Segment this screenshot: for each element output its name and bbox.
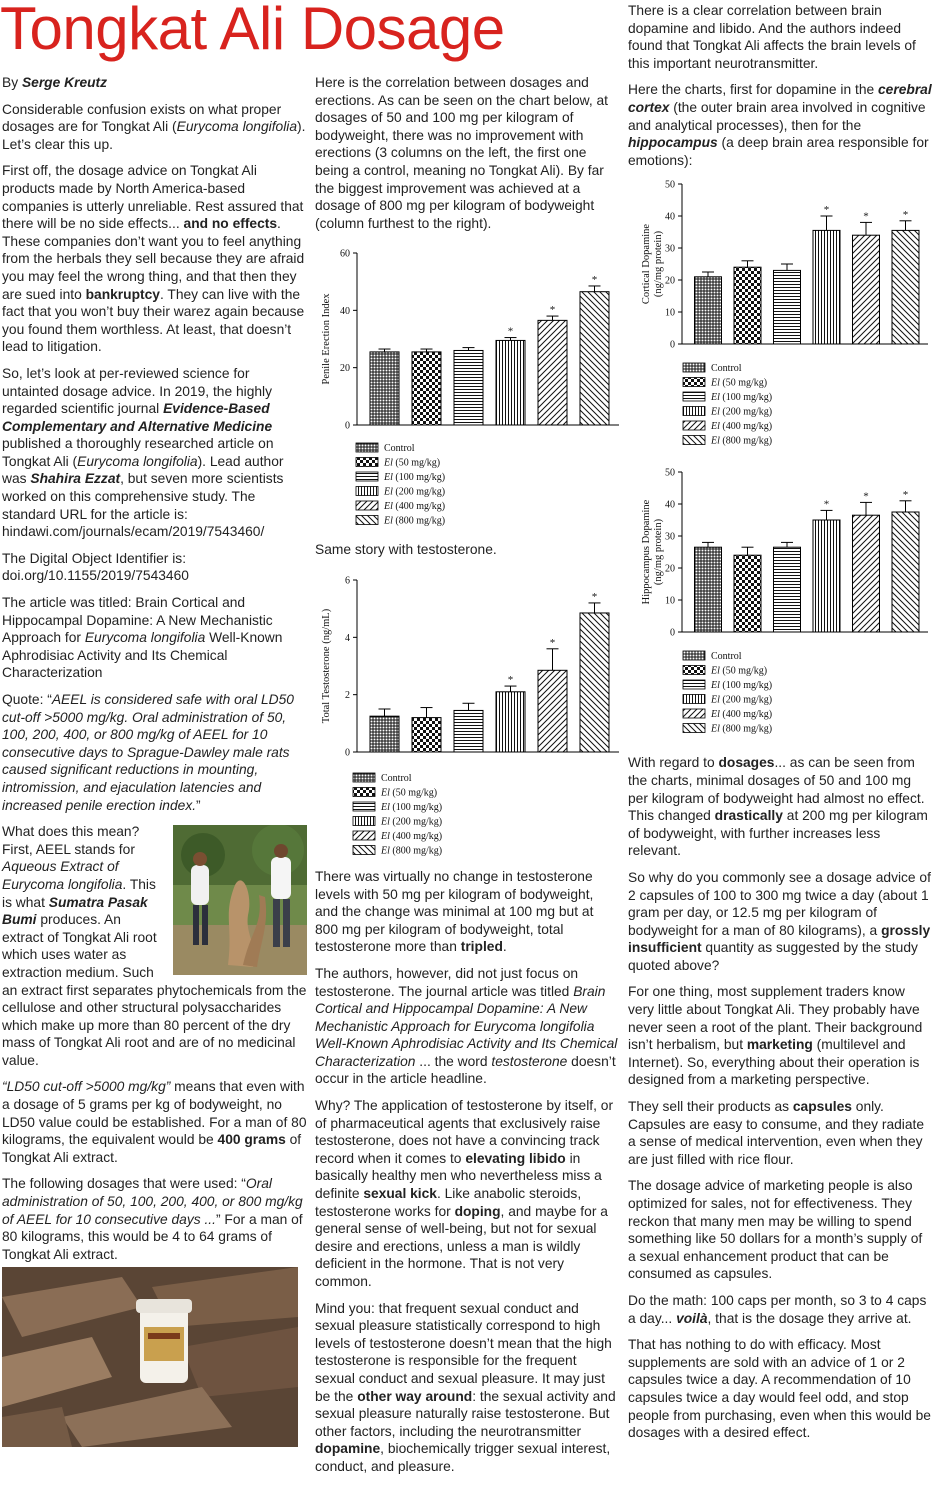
legend-swatch [683, 695, 705, 704]
page-title: Tongkat Ali Dosage [0, 0, 505, 62]
paragraph: The article was titled: Brain Cortical and Hippocampal Dopamine: A New Mechanistic Approach for Eurycoma longifolia Well-Known Aphrodisiac Activity and Its Chemical Characterization [2, 595, 283, 681]
column-1 [2, 74, 307, 1447]
legend-label: El (50 mg/kg) [711, 377, 768, 389]
root-harvest-photo [173, 825, 307, 975]
legend-swatch [353, 831, 375, 840]
paragraph: The dosage advice of marketing people is also optimized for sales, not for effectiveness. They reckon that many men may be willing to spend something like 50 dollars for a month’s supply of a sexual enhancement product that can be consumed as capsules. [628, 1178, 923, 1282]
legend-label: El (400 mg/kg) [381, 830, 443, 842]
legend-swatch [683, 666, 705, 675]
legend-swatch [353, 787, 375, 796]
paragraph: What does this mean? First, AEEL stands for Aqueous Extract of Eurycoma longifolia. This is what Sumatra Pasak Bumi produces. An extract of Tongkat Ali root which uses water as extraction medium. Such an extract first separates phytochemicals from the cellulose and other structural polysaccharides which make up more than 80 percent of the dry mass of Tongkat Ali root and are of no medicinal value. [2, 824, 307, 1068]
legend-label: El (400 mg/kg) [384, 501, 446, 513]
significance-mark: * [863, 210, 869, 223]
bar [695, 548, 722, 633]
y-tick-label: 40 [665, 499, 675, 511]
legend-label: El (800 mg/kg) [711, 723, 773, 735]
legend-swatch [683, 651, 705, 660]
legend-label: Control [381, 772, 412, 784]
legend-label: El (100 mg/kg) [381, 801, 443, 813]
y-axis-label: Hippocampus Dopamine(ng/mg protein) [641, 500, 664, 605]
cortical-dopamine-chart [628, 178, 933, 456]
significance-mark: * [507, 674, 514, 687]
y-tick-label: 2 [345, 690, 350, 702]
y-tick-label: 50 [665, 179, 675, 191]
bar [538, 670, 567, 752]
bar [412, 718, 441, 752]
bar [412, 352, 441, 425]
bar [774, 271, 801, 345]
legend-swatch [683, 709, 705, 718]
y-tick-label: 40 [665, 211, 675, 223]
legend-swatch [353, 802, 375, 811]
legend-label: El (200 mg/kg) [384, 486, 446, 498]
bar [853, 236, 880, 345]
bar [853, 516, 880, 633]
legend-swatch [683, 363, 705, 372]
legend-label: El (50 mg/kg) [711, 665, 768, 677]
bar [892, 231, 919, 345]
paragraph: Same story with testosterone. [315, 542, 497, 558]
legend-label: El (200 mg/kg) [711, 406, 773, 418]
hippocampus-dopamine-chart [628, 466, 933, 744]
column-2 [315, 74, 620, 1485]
paragraph: There was virtually no change in testosterone levels with 50 mg per kilogram of bodyweight, and the change was minimal at 100 mg but at 800 mg per kilogram of bodyweight, total testosterone more than tripled. [315, 868, 594, 955]
y-tick-label: 20 [665, 563, 675, 575]
legend-swatch [683, 436, 705, 445]
bar [734, 268, 761, 345]
paragraph: With regard to dosages... as can be seen from the charts, minimal dosages of 50 and 100 mg per kilogram of bodyweight had almost no effect. This changed drastically at 200 mg per kilogram of bodyweight, with further increases less relevant. [628, 755, 928, 859]
significance-mark: * [902, 489, 909, 502]
y-tick-label: 20 [665, 275, 675, 287]
paragraph: Why? The application of testosterone by itself, or of pharmaceutical agents that exclusively raise testosterone, does not have a convincing track record when it comes to elevating libido in basically healthy men who nevertheless miss a definite sexual kick. Like anabolic steroids, testosterone works for doping, and maybe for a general sense of well-being, but not for sexual desire and erections, unless a man is wildly deficient in the hormone. That is not very common. [315, 1098, 614, 1289]
legend-label: El (800 mg/kg) [384, 515, 446, 527]
y-tick-label: 4 [345, 632, 350, 644]
significance-mark: * [823, 204, 830, 217]
y-tick-label: 30 [665, 531, 675, 543]
testosterone-chart [315, 568, 620, 858]
paragraph: That has nothing to do with efficacy. Most supplements are sold with an advice of 1 or 2 capsules twice a day. A recommendation of 10 capsules twice a day would feel odd, and stop people from purchasing, even when this would be dosages with a desired effect. [628, 1337, 931, 1441]
legend-label: El (50 mg/kg) [381, 787, 438, 799]
legend-label: Control [711, 363, 742, 375]
paragraph: The authors, however, did not just focus on testosterone. The journal article was titled Brain Cortical and Hippocampal Dopamine: A New Mechanistic Approach for Eurycoma longifolia Well-Known Aphrodisiac Activity and Its Chemical Characterization ... the word testosterone doesn’t occur in the article headline. [315, 965, 618, 1087]
byline [2, 74, 307, 92]
bar [496, 341, 525, 426]
y-tick-label: 0 [670, 339, 675, 351]
byline-prefix: By [2, 75, 22, 90]
paragraph: Considerable confusion exists on what proper dosages are for Tongkat Ali (Eurycoma longifolia). Let’s clear this up. [2, 101, 306, 152]
y-tick-label: 60 [340, 248, 350, 260]
legend-label: El (50 mg/kg) [384, 457, 441, 469]
legend-swatch [356, 472, 378, 481]
bar [580, 613, 609, 752]
legend-label: El (400 mg/kg) [711, 709, 773, 721]
paragraph: “LD50 cut-off >5000 mg/kg” means that even with a dosage of 5 grams per kg of bodyweight, no LD50 value could be established. For a man of 80 kilograms, the equivalent would be 400 grams of Tongkat Ali extract. [2, 1079, 307, 1165]
quote-paragraph: Quote: “AEEL is considered safe with oral LD50 cut-off >5000 mg/kg. Oral administration of 50, 100, 200, 400, or 800 mg/kg of AEEL for 10 consecutive days to Sprague-Dawley male rats caused significant reductions in mounting, intromission, and ejaculation latencies and increased penile erection index.” [2, 692, 294, 813]
column-3 [628, 2, 933, 1451]
bar [580, 292, 609, 425]
legend-swatch [356, 501, 378, 510]
bar [370, 352, 399, 425]
y-tick-label: 0 [670, 627, 675, 639]
y-tick-label: 20 [340, 363, 350, 375]
paragraph: There is a clear correlation between brain dopamine and libido. And the authors indeed found that Tongkat Ali affects the brain levels of this important neurotransmitter. [628, 3, 916, 71]
bar [370, 716, 399, 752]
legend-swatch [353, 845, 375, 854]
paragraph: So why do you commonly see a dosage advice of 2 capsules of 100 to 300 mg twice a day (about 1 gram per day, or 12.5 mg per kilogram of bodyweight for a man of 80 kilograms), a grossly insufficient quantity as suggested by the study quoted above? [628, 869, 931, 973]
y-tick-label: 6 [345, 575, 350, 587]
legend-label: El (100 mg/kg) [711, 680, 773, 692]
bar [454, 351, 483, 426]
y-tick-label: 30 [665, 243, 675, 255]
bar [454, 710, 483, 752]
significance-mark: * [507, 325, 514, 338]
significance-mark: * [591, 274, 598, 287]
legend-label: El (400 mg/kg) [711, 421, 773, 433]
legend-label: El (800 mg/kg) [381, 845, 443, 857]
bar [695, 277, 722, 344]
paragraph: Mind you: that frequent sexual conduct and sexual pleasure statistically correspond to high levels of testosterone doesn’t mean that the high testosterone is responsible for the frequent sexual conduct and sexual pleasure. It may just be the other way around: the sexual activity and sexual pleasure naturally raise testosterone. But other factors, including the neurotransmitter dopamine, biochemically trigger sexual interest, conduct, and pleasure. [315, 1300, 616, 1474]
legend-label: El (200 mg/kg) [381, 816, 443, 828]
y-tick-label: 0 [345, 420, 350, 432]
bar [774, 548, 801, 633]
paragraph: Do the math: 100 caps per month, so 3 to 4 caps a day... voilà, that is the dosage they arrive at. [628, 1292, 927, 1326]
penile-erection-chart [315, 241, 620, 531]
bar [538, 321, 567, 426]
paragraph: For one thing, most supplement traders know very little about Tongkat Ali. They probably have never seen a root of the plant. Their background isn’t herbalism, but marketing (multilevel and Internet). So, everything about their operation is designed from a marketing perspective. [628, 984, 923, 1088]
paragraph: So, let’s look at per-reviewed science for untainted dosage advice. In 2019, the highly regarded scientific journal Evidence-Based Complementary and Alternative Medicine published a thoroughly researched article on Tongkat Ali (Eurycoma longifolia). Lead author was Shahira Ezzat, but seven more scientists worked on this comprehensive study. The standard URL for the article is: hindawi.com/journals/ecam/2019/7543460/ [2, 365, 284, 540]
y-tick-label: 40 [340, 306, 350, 318]
y-tick-label: 10 [665, 595, 675, 607]
legend-swatch [356, 458, 378, 467]
y-tick-label: 50 [665, 467, 675, 479]
legend-swatch [683, 724, 705, 733]
legend-swatch [683, 680, 705, 689]
legend-swatch [683, 421, 705, 430]
paragraph: Here is the correlation between dosages and erections. As can be seen on the chart below, at dosages of 50 and 100 mg per kilogram of bodyweight, there was no improvement with erections (3 columns on the left, the first one being a control, meaning no Tongkat Ali). By far the biggest improvement was achieved at a dosage of 800 mg per kilogram of bodyweight (column furthest to the right). [315, 75, 608, 231]
legend-swatch [356, 516, 378, 525]
legend-swatch [353, 773, 375, 782]
bar [496, 692, 525, 752]
y-axis-label: Cortical Dopamine(ng/mg protein) [641, 224, 664, 305]
legend-label: El (100 mg/kg) [384, 472, 446, 484]
legend-swatch [353, 816, 375, 825]
tongkat-root-product-photo [2, 1267, 298, 1447]
y-tick-label: 0 [345, 747, 350, 759]
significance-mark: * [902, 209, 909, 222]
bar [892, 512, 919, 632]
legend-swatch [356, 443, 378, 452]
y-axis-label: Total Testosterone (ng/mL) [321, 608, 332, 724]
legend-label: El (200 mg/kg) [711, 694, 773, 706]
legend-swatch [683, 378, 705, 387]
paragraph: They sell their products as capsules only. Capsules are easy to consume, and they radiate a sense of medical intervention, even when they are just filled with rice flour. [628, 1099, 925, 1167]
legend-label: El (100 mg/kg) [711, 392, 773, 404]
legend-swatch [683, 407, 705, 416]
paragraph: Here the charts, first for dopamine in the cerebral cortex (the outer brain area involved in cognitive and analytical processes), then for the hippocampus (a deep brain area responsible for emotions): [628, 82, 932, 168]
bar [813, 520, 840, 632]
legend-swatch [683, 392, 705, 401]
bar [734, 556, 761, 633]
author-name: Serge Kreutz [21, 75, 108, 90]
significance-mark: * [549, 636, 556, 649]
legend-label: Control [384, 443, 415, 455]
significance-mark: * [591, 590, 598, 603]
y-tick-label: 10 [665, 307, 675, 319]
paragraph: First off, the dosage advice on Tongkat Ali products made by North America-based companies is utterly unreliable. Rest assured that there will be no side effects... and no effects. These companies don’t want you to feel anything from the herbals they sell because they are afraid you may feel the wrong thing, and that then they are sued into bankruptcy. They can live with the fact that you won’t buy their warez again because you found them worthless. At least, that doesn’t lead to litigation. [2, 163, 305, 355]
significance-mark: * [863, 490, 869, 503]
paragraph: The following dosages that were used: “Oral administration of 50, 100, 200, 400, or 800 mg/kg of AEEL for 10 consecutive days ...” For a man of 80 kilograms, this would be 4 to 64 grams of Tongkat Ali extract. [2, 1176, 303, 1262]
legend-label: El (800 mg/kg) [711, 435, 773, 447]
y-axis-label: Penile Erection Index [321, 293, 332, 385]
bar [813, 231, 840, 345]
paragraph: The Digital Object Identifier is: doi.org/10.1155/2019/7543460 [2, 550, 189, 584]
legend-swatch [356, 487, 378, 496]
significance-mark: * [823, 498, 830, 511]
significance-mark: * [549, 304, 556, 317]
legend-label: Control [711, 651, 742, 663]
